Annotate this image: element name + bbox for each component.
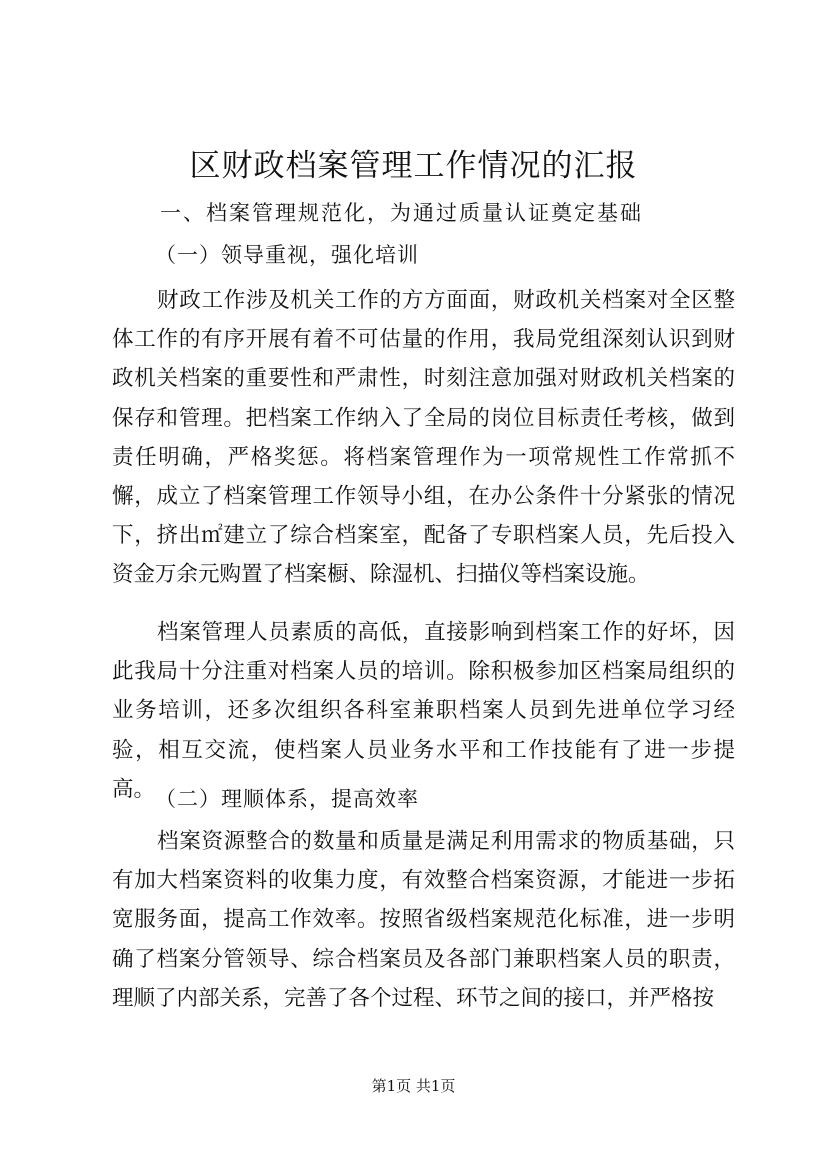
subsection-heading-1: （一）领导重视，强化培训 xyxy=(155,243,419,267)
document-title: 区财政档案管理工作情况的汇报 xyxy=(189,148,638,184)
page-footer: 第1页 共1页 xyxy=(371,1077,456,1095)
section-heading-1: 一、档案管理规范化，为通过质量认证奠定基础 xyxy=(160,201,643,225)
body-paragraph-3: 档案资源整合的数量和质量是满足利用需求的物质基础，只有加大档案资料的收集力度，有效整合档案资源，才能进一步拓宽服务面，提高工作效率。按照省级档案规范化标准，进一步明确了档案分管领导、综合档案员及各部门兼职档案人员的职责，理顺了内部关系，完善了各个过程、环节之间的接口，并严格按 xyxy=(112,829,735,1011)
body-paragraph-2: 档案管理人员素质的高低，直接影响到档案工作的好坏，因此我局十分注重对档案人员的培训。除积极参加区档案局组织的业务培训，还多次组织各科室兼职档案人员到先进单位学习经验，相互交流，使档案人员业务水平和工作技能有了进一步提高。 xyxy=(112,620,735,802)
subsection-heading-2: （二）理顺体系，提高效率 xyxy=(155,787,419,811)
body-paragraph-1: 财政工作涉及机关工作的方方面面，财政机关档案对全区整体工作的有序开展有着不可估量的作用，我局党组深刻认识到财政机关档案的重要性和严肃性，时刻注意加强对财政机关档案的保存和管理。把档案工作纳入了全局的岗位目标责任考核，做到责任明确，严格奖惩。将档案管理作为一项常规性工作常抓不懈，成立了档案管理工作领导小组，在办公条件十分紧张的情况下，挤出㎡建立了综合档案室，配备了专职档案人员，先后投入资金万余元购置了档案橱、除湿机、扫描仪等档案设施。 xyxy=(112,288,735,588)
